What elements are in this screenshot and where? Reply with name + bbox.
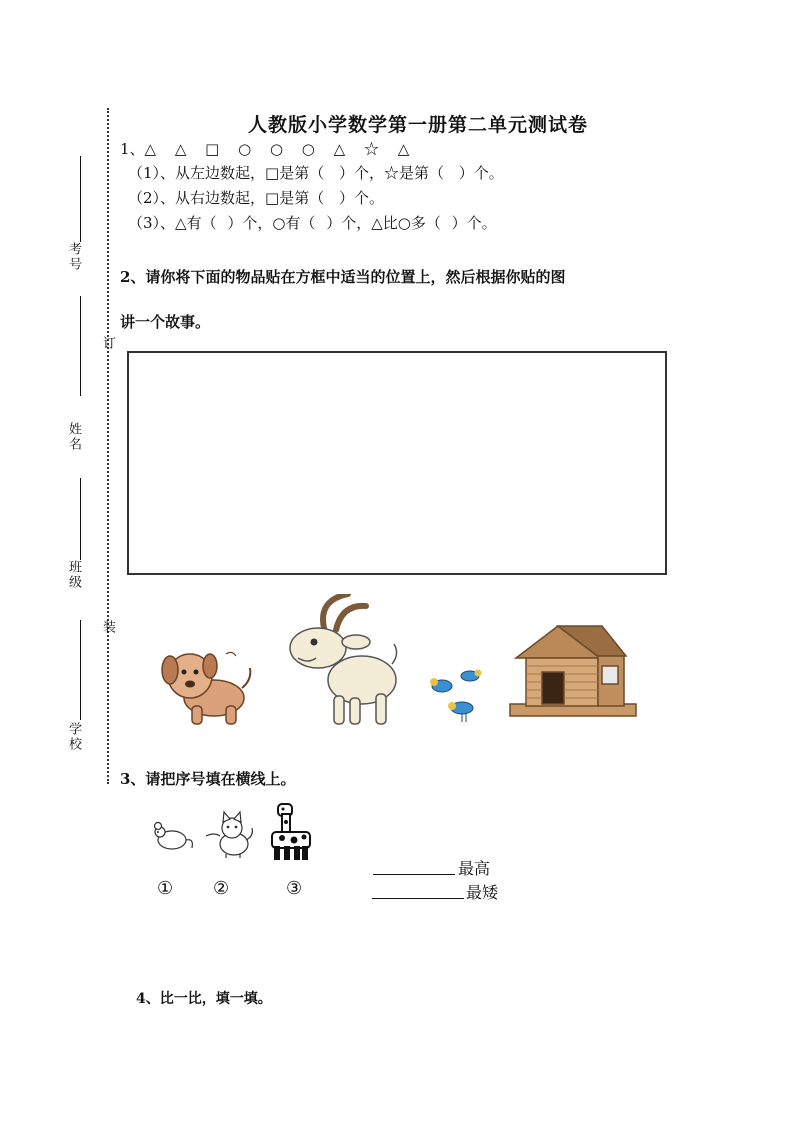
shortest-answer-line[interactable] (372, 898, 464, 899)
school-underline (80, 620, 81, 720)
q1-sub2: （2）、从右边数起，□是第（ ）个。 (128, 189, 384, 207)
q1-sub1: （1）、从左边数起，□是第（ ）个，☆是第（ ）个。 (128, 164, 504, 182)
birds-illustration (426, 664, 490, 726)
mouse-illustration (150, 818, 194, 852)
class-label: 班级 (66, 560, 81, 590)
house-illustration (508, 622, 638, 720)
shortest-label: 最矮 (466, 883, 499, 902)
exam-no-underline (80, 156, 81, 242)
q4-text: 4、比一比，填一填。 (136, 991, 272, 1007)
q2-text-line1: 2、请你将下面的物品贴在方框中适当的位置上，然后根据你贴的图 (120, 268, 566, 286)
q2-text-line2: 讲一个故事。 (120, 313, 211, 331)
q3-text: 3、请把序号填在横线上。 (120, 770, 296, 788)
giraffe-illustration (266, 800, 316, 862)
name-label: 姓名 (66, 422, 81, 452)
binding-label-bottom: 装 (100, 620, 115, 635)
sticker-frame (127, 351, 667, 575)
q1-shapes: 1、△ △ □ ○ ○ ○ △ ☆ △ (120, 140, 410, 158)
dog-illustration (152, 640, 258, 728)
label-2: ② (213, 878, 230, 899)
exam-no-label: 考号 (66, 242, 81, 272)
binding-label-top: 订 (100, 336, 115, 351)
name-underline (80, 478, 81, 560)
binding-dotted-line (107, 108, 109, 784)
q1-sub3: （3）、△有（ ）个，○有（ ）个，△比○多（ ）个。 (128, 214, 497, 232)
cat-illustration (206, 810, 256, 860)
school-label: 学校 (66, 722, 81, 752)
tallest-label: 最高 (458, 859, 491, 878)
goat-illustration (276, 594, 406, 730)
tallest-answer-line[interactable] (373, 874, 455, 875)
label-1: ① (157, 878, 174, 899)
name-underline-top (80, 296, 81, 396)
page-title: 人教版小学数学第一册第二单元测试卷 (248, 114, 589, 136)
label-3: ③ (286, 878, 303, 899)
